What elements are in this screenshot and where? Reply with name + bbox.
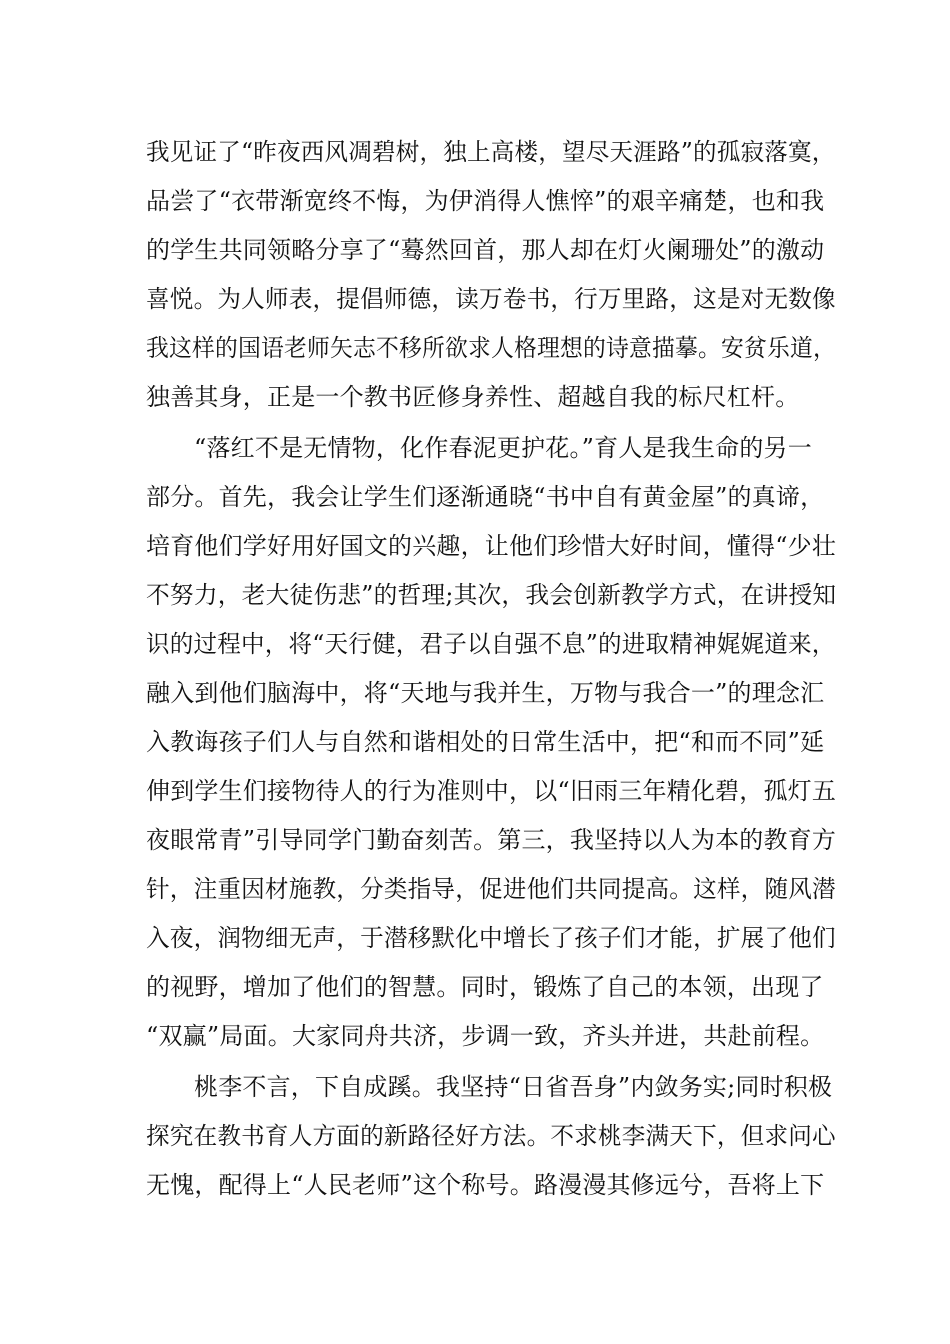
paragraph-first-line: “落红不是无情物，化作春泥更护花。”育人是我生命的另一 <box>194 434 812 462</box>
text-line: 喜悦。为人师表，提倡师德，读万卷书，行万里路，这是对无数像 <box>146 285 836 313</box>
text-line: 品尝了“衣带渐宽终不悔，为伊消得人憔悴”的艰辛痛楚，也和我 <box>146 187 825 215</box>
text-line: 我见证了“昨夜西风凋碧树，独上高楼，望尽天涯路”的孤寂落寞， <box>146 138 836 166</box>
paragraph-first-line: 桃李不言，下自成蹊。我坚持“日省吾身”内敛务实;同时积极 <box>194 1073 833 1101</box>
text-line: 部分。首先，我会让学生们逐渐通晓“书中自有黄金屋”的真谛， <box>146 483 825 511</box>
text-line: “双赢”局面。大家同舟共济，步调一致，齐头并进，共赴前程。 <box>146 1022 825 1050</box>
text-line: 培育他们学好用好国文的兴趣，让他们珍惜大好时间，懂得“少壮 <box>146 532 837 560</box>
text-line: 入教诲孩子们人与自然和谐相处的日常生活中，把“和而不同”延 <box>146 728 825 756</box>
text-line: 无愧，配得上“人民老师”这个称号。路漫漫其修远兮，吾将上下 <box>146 1171 825 1199</box>
text-line: 独善其身，正是一个教书匠修身养性、超越自我的标尺杠杆。 <box>146 383 800 411</box>
text-line: 夜眼常青”引导同学门勤奋刻苦。第三，我坚持以人为本的教育方 <box>146 826 837 854</box>
text-line: 探究在教书育人方面的新路径好方法。不求桃李满天下，但求问心 <box>146 1122 836 1150</box>
text-line: 我这样的国语老师矢志不移所欲求人格理想的诗意描摹。安贫乐道， <box>146 334 836 362</box>
text-line: 伸到学生们接物待人的行为准则中，以“旧雨三年精化碧，孤灯五 <box>146 777 837 805</box>
text-line: 融入到他们脑海中，将“天地与我并生，万物与我合一”的理念汇 <box>146 679 825 707</box>
text-line: 的视野，增加了他们的智慧。同时，锻炼了自己的本领，出现了 <box>146 973 824 1001</box>
text-line: 入夜，润物细无声，于潜移默化中增长了孩子们才能，扩展了他们 <box>146 924 836 952</box>
text-line: 针，注重因材施教，分类指导，促进他们共同提高。这样，随风潜 <box>146 875 836 903</box>
text-line: 识的过程中，将“天行健，君子以自强不息”的进取精神娓娓道来， <box>146 630 836 658</box>
text-line: 的学生共同领略分享了“蓦然回首，那人却在灯火阑珊处”的激动 <box>146 236 825 264</box>
text-line: 不努力，老大徒伤悲”的哲理;其次，我会创新教学方式，在讲授知 <box>146 581 837 609</box>
